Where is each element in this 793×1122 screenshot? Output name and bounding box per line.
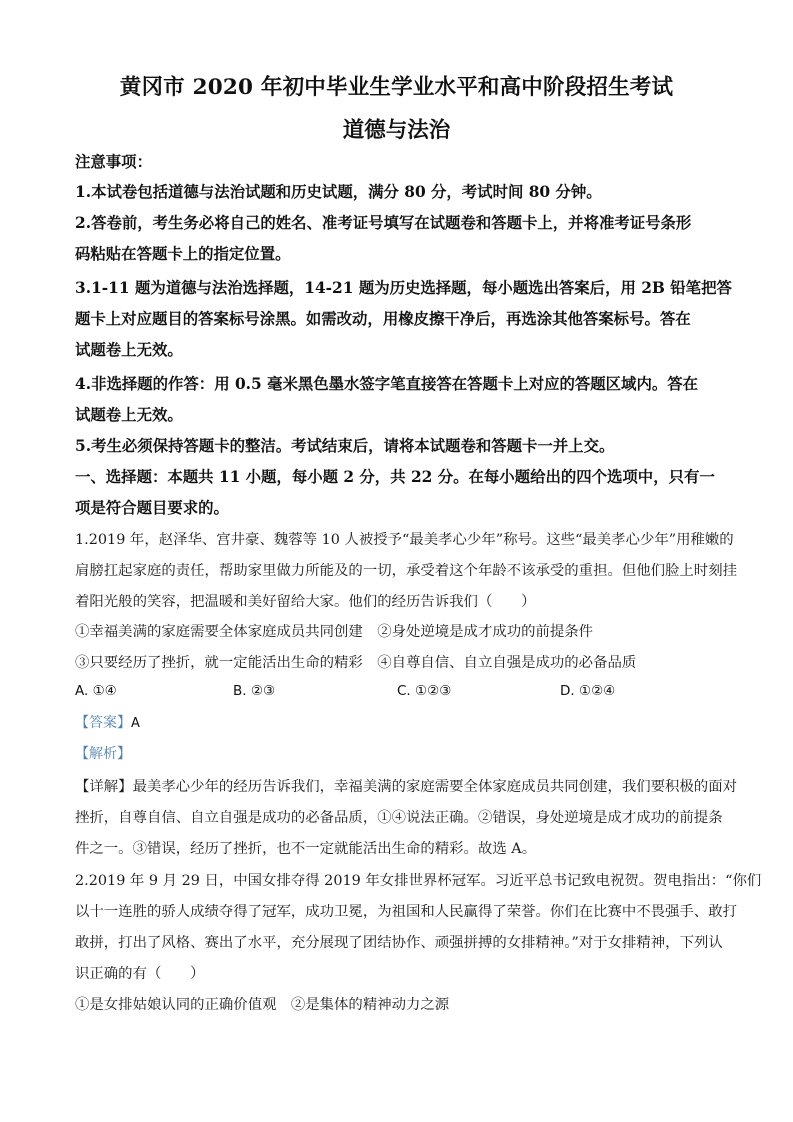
q1-option-a: A. ①④ xyxy=(75,683,117,699)
note-line: 1.本试卷包括道德与法治试题和历史试题，满分 80 分，考试时间 80 分钟。 xyxy=(75,183,602,201)
q1-detail-line: 件之一。③错误，经历了挫折，也不一定就能活出生命的精彩。故选 A。 xyxy=(75,841,537,857)
exam-title: 黄冈市 2020 年初中毕业生学业水平和高中阶段招生考试 xyxy=(119,75,674,100)
note-line: 试题卷上无效。 xyxy=(75,406,183,424)
section-heading: 一、选择题：本题共 11 小题，每小题 2 分，共 22 分。在每小题给出的四个选项中，只有一 xyxy=(75,468,715,486)
note-line: 题卡上对应题目的答案标号涂黑。如需改动，用橡皮擦干净后，再选涂其他答案标号。答在 xyxy=(75,310,691,328)
q2-stem-line: 敢拼，打出了风格、赛出了水平，充分展现了团结协作、顽强拼搏的女排精神。”对于女排精神，下列认 xyxy=(75,935,723,951)
q2-statement: ①是女排姑娘认同的正确价值观 ②是集体的精神动力之源 xyxy=(75,997,450,1013)
q1-detail-line: 【详解】最美孝心少年的经历告诉我们，幸福美满的家庭需要全体家庭成员共同创建，我们要积极的面对 xyxy=(75,779,737,795)
q1-option-d: D. ①②④ xyxy=(560,683,616,699)
q1-stem-line: 着阳光般的笑容，把温暖和美好留给大家。他们的经历告诉我们（ ） xyxy=(75,594,536,610)
q2-stem-line: 2.2019 年 9 月 29 日，中国女排夺得 2019 年女排世界杯冠军。习近平总书记致电祝贺。贺电指出：“你们 xyxy=(75,873,762,889)
q1-statement: ③只要经历了挫折，就一定能活出生命的精彩 ④自尊自信、自立自强是成功的必备品质 xyxy=(75,655,637,671)
q2-stem-line: 以十一连胜的骄人成绩夺得了冠军，成功卫冕，为祖国和人民赢得了荣誉。你们在比赛中不畏强手、敢打 xyxy=(75,904,737,920)
q1-detail-line: 挫折，自尊自信、自立自强是成功的必备品质，①④说法正确。②错误，身处逆境是成才成功的前提条 xyxy=(75,810,723,826)
q2-stem-line: 识正确的有（ ） xyxy=(75,966,205,982)
note-line: 4.非选择题的作答：用 0.5 毫米黑色墨水签字笔直接答在答题卡上对应的答题区域内。答在 xyxy=(75,375,699,393)
answer-value: A xyxy=(131,716,140,731)
analysis-label: 【解析】 xyxy=(75,746,131,762)
q1-answer xyxy=(75,712,140,732)
section-heading-cont: 项是符合题目要求的。 xyxy=(75,499,229,517)
q1-option-b: B. ②③ xyxy=(233,683,276,699)
note-line: 3.1-11 题为道德与法治选择题，14-21 题为历史选择题，每小题选出答案后，用 2B 铅笔把答 xyxy=(75,279,732,297)
answer-label: 【答案】 xyxy=(75,715,131,731)
subject-title: 道德与法治 xyxy=(342,118,451,143)
note-line: 码粘贴在答题卡上的指定位置。 xyxy=(75,245,291,263)
note-line: 5.考生必须保持答题卡的整洁。考试结束后，请将本试题卷和答题卡一并上交。 xyxy=(75,437,615,455)
q1-stem-line: 肩膀扛起家庭的责任，帮助家里做力所能及的一切，承受着这个年龄不该承受的重担。但他们脸上时刻挂 xyxy=(75,563,737,579)
q1-analysis xyxy=(75,743,131,763)
notes-heading: 注意事项： xyxy=(75,153,152,171)
q1-stem-line: 1.2019 年，赵泽华、宫井豪、魏蓉等 10 人被授予“最美孝心少年”称号。这些“最美孝心少年”用稚嫩的 xyxy=(75,532,734,548)
q1-statement: ①幸福美满的家庭需要全体家庭成员共同创建 ②身处逆境是成才成功的前提条件 xyxy=(75,624,594,640)
q1-option-c: C. ①②③ xyxy=(397,683,452,699)
note-line: 2.答卷前，考生务必将自己的姓名、准考证号填写在试题卷和答题卡上，并将准考证号条形 xyxy=(75,214,692,232)
note-line: 试题卷上无效。 xyxy=(75,341,183,359)
